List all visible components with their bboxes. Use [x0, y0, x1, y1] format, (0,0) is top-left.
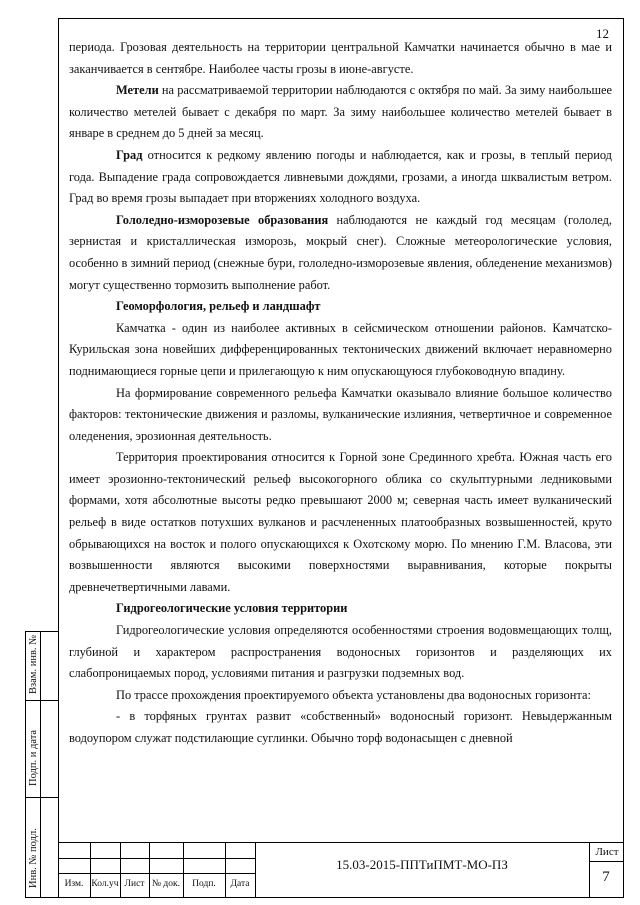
term-blizzards: Метели — [116, 83, 159, 98]
heading-geomorphology: Геоморфология, рельеф и ландшафт — [116, 299, 321, 314]
label-original-inv: Инв. № подл. — [28, 828, 39, 888]
term-icing: Гололедно-изморозевые образования — [116, 212, 329, 227]
label-signature-date: Подп. и дата — [28, 729, 39, 786]
paragraph-relief-factors: На формирование современного рельефа Камчатки оказывало влияние большое количество факторов: тектонические движения и разломы, вулканические излияния, четвертичное и современное оледенения, эрозионная деятельность. — [69, 385, 612, 443]
stamp-col-change: Изм. — [64, 879, 84, 889]
stamp-col-doc: № док. — [151, 879, 180, 889]
paragraph-blizzards: Метели на рассматриваемой территории наблюдаются с октября по май. За зиму наибольшее количество метелей бывает с декабря по март. За зиму наибольшее количество метелей бывает в январе в среднем до 5 дней за месяц. — [69, 83, 612, 141]
term-hail: Град — [116, 147, 143, 162]
paragraph-kamchatka-seismic: Камчатка - один из наиболее активных в сейсмическом отношении районов. Камчатско-Курильская зона новейших дифференцированных тектонических движений включает неравномерно поднимающиеся горные цепи и прилегающую к ним опускающуюся глубоководную впадину. — [69, 320, 612, 378]
left-margin-strip — [25, 631, 58, 898]
stamp-col-count: Кол.уч — [91, 879, 119, 889]
paragraph-territory-zone: Территория проектирования относится к Горной зоне Срединного хребта. Южная часть его имеет эрозионно-тектонический рельеф высокогорного облика со скульптурными ледниковыми формами, хотя абсолютные высоты редко превышают 2000 м; северная часть имеет вулканический рельеф в виде остатков потухших вулканов и расчлененных платообразных возвышенностей, круто обрывающихся на восток и полого опускающихся к Охотскому морю. По мнению Г.М. Власова, эти возвышенности являются высокими поверхностями выравнивания, которые покрыты древнечетвертичными лавами. — [69, 450, 612, 594]
document-code: 15.03-2015-ППТиПМТ-МО-ПЗ — [336, 857, 508, 872]
paragraph-peat-aquifer: - в торфяных грунтах развит «собственный» водоносный горизонт. Невыдержанным водоупором служат подстилающие суглинки. Обычно торф водонасыщен с дневной — [69, 709, 612, 745]
title-block — [58, 842, 624, 898]
label-replaced-inv: Взам. инв. № — [28, 634, 39, 694]
sheet-label: Лист — [595, 846, 619, 858]
paragraph-aquifers: По трассе прохождения проектируемого объекта установлены два водоносных горизонта: — [116, 687, 591, 702]
paragraph-hydrogeology: Гидрогеологические условия определяются особенностями строения водовмещающих толщ, глубиной и характером распространения водоносных горизонтов и разделяющих их слабопроницаемых пород, условиями питания и разгрузки подземных вод. — [69, 623, 612, 681]
paragraph-thunderstorms: периода. Грозовая деятельность на территории центральной Камчатки начинается обычно в мае и заканчивается в сентябре. Наиболее часты грозы в июне-августе. — [69, 40, 612, 76]
document-body — [69, 37, 612, 750]
page-number: 12 — [596, 26, 609, 41]
paragraph-icing: Гололедно-изморозевые образования наблюдаются не каждый год месяцам (гололед, зернистая и кристаллическая изморозь, мокрый снег). Сложные метеорологические условия, особенно в зимний период (снежные бури, гололедно-изморозевые явления, обледенение механизмов) могут существенно тормозить выполнение работ. — [69, 212, 612, 292]
heading-hydrogeology: Гидрогеологические условия территории — [116, 601, 348, 616]
paragraph-hail: Град относится к редкому явлению погоды и наблюдается, как и грозы, в теплый период года. Выпадение града сопровождается ливневыми дождями, грозами, а иногда шквалистым ветром. Град во время грозы выпадает при вторжениях холодного воздуха. — [69, 147, 612, 206]
stamp-col-signature: Подп. — [192, 879, 216, 889]
stamp-col-sheet: Лист — [124, 879, 145, 889]
stamp-col-date: Дата — [230, 879, 250, 889]
sheet-number: 7 — [602, 869, 610, 885]
